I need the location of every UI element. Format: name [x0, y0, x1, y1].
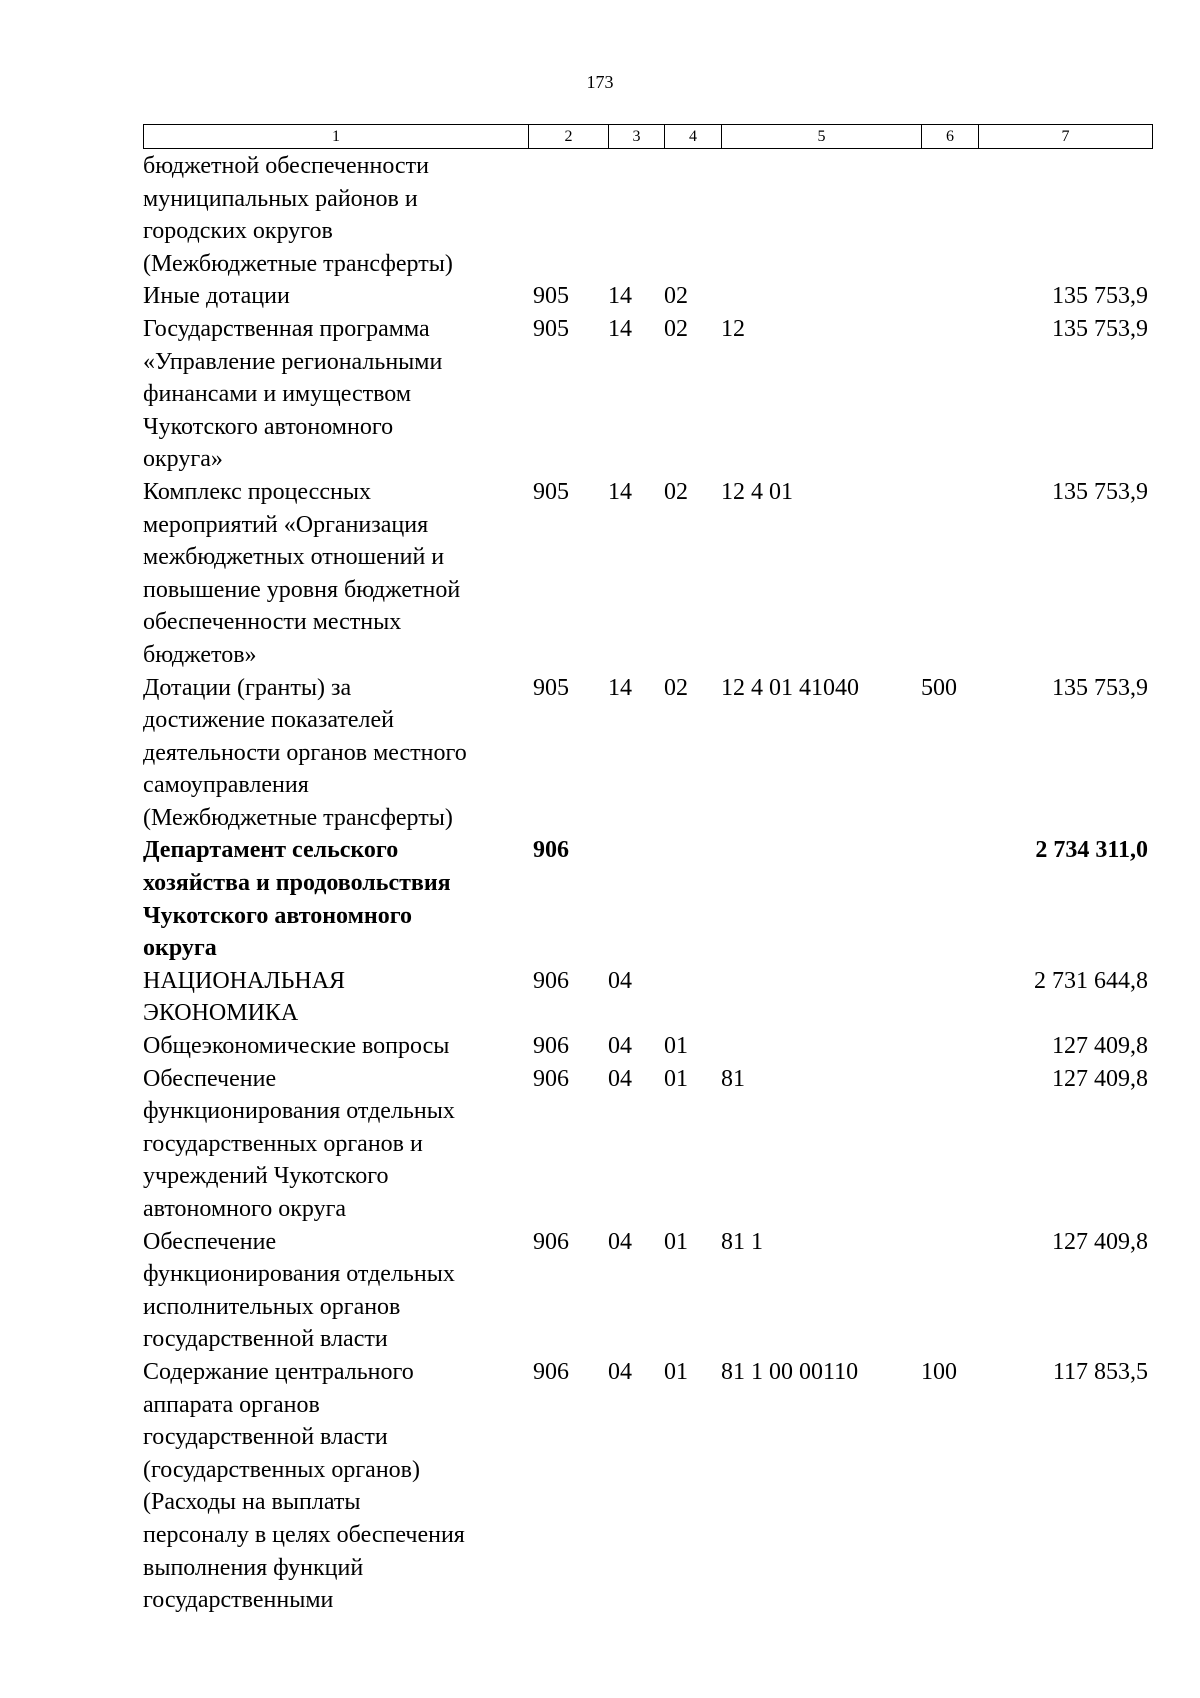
- row-ministry-code: 905: [533, 478, 569, 505]
- row-target-code: 12 4 01 41040: [721, 674, 859, 701]
- column-header-2: 2: [529, 125, 609, 149]
- column-header-table: [143, 124, 1153, 149]
- row-expense-type: [921, 834, 978, 964]
- row-subsection-code: 02: [664, 674, 688, 701]
- row-name: Содержание центрального аппарата органов государственной власти (государственных органов) (Расходы на выплаты персоналу в целях обеспечения выполнения функций государственными: [143, 1358, 465, 1614]
- row-section-code: 04: [608, 1358, 632, 1385]
- table-row: [143, 672, 1153, 835]
- row-name: Обеспечение функционирования отдельных государственных органов и учреждений Чукотского автономного округа: [143, 1065, 455, 1222]
- row-name: Комплекс процессных мероприятий «Организация межбюджетных отношений и повышение уровня бюджетной обеспеченности местных бюджетов»: [143, 478, 461, 668]
- column-header-3: 3: [609, 125, 665, 149]
- row-target-code: 12 4 01: [721, 478, 793, 505]
- row-ministry-code: 906: [533, 1228, 569, 1255]
- row-amount: 135 753,9: [1052, 674, 1148, 701]
- row-amount: 2 734 311,0: [1035, 837, 1148, 864]
- row-expense-type: [921, 150, 978, 280]
- row-ministry-code: [528, 150, 608, 280]
- row-ministry-code: 906: [533, 1358, 569, 1385]
- row-target-code: 81 1: [721, 1228, 763, 1255]
- row-ministry-code: 905: [533, 674, 569, 701]
- row-expense-type: [921, 280, 978, 313]
- row-expense-type: [921, 965, 978, 1030]
- row-amount: 135 753,9: [1052, 283, 1148, 310]
- row-name: НАЦИОНАЛЬНАЯ ЭКОНОМИКА: [143, 967, 346, 1027]
- row-section-code: [608, 834, 664, 964]
- row-subsection-code: 01: [664, 1065, 688, 1092]
- row-amount: 117 853,5: [1052, 1358, 1148, 1385]
- table-row: [143, 313, 1153, 476]
- row-target-code: 12: [721, 315, 745, 342]
- row-subsection-code: [664, 834, 721, 964]
- column-header-row: [144, 125, 1153, 149]
- page-number: 173: [586, 72, 614, 92]
- column-header-7: 7: [979, 125, 1153, 149]
- row-name: Общеэкономические вопросы: [143, 1033, 450, 1060]
- row-subsection-code: 01: [664, 1228, 688, 1255]
- row-name: Иные дотации: [143, 283, 290, 310]
- row-target-code: [721, 1030, 921, 1063]
- row-section-code: 14: [608, 283, 632, 310]
- row-subsection-code: 01: [664, 1033, 688, 1060]
- row-section-code: 14: [608, 674, 632, 701]
- row-ministry-code: 906: [533, 967, 569, 994]
- table-row: [143, 1063, 1153, 1226]
- row-expense-type: [921, 313, 978, 476]
- column-header-1: 1: [144, 125, 529, 149]
- row-target-code: [721, 965, 921, 1030]
- table-row-department: [143, 834, 1153, 964]
- column-header-6: 6: [922, 125, 979, 149]
- row-target-code: [721, 834, 921, 964]
- row-target-code: [721, 150, 921, 280]
- row-subsection-code: 02: [664, 478, 688, 505]
- row-amount: 135 753,9: [1052, 315, 1148, 342]
- row-amount: 135 753,9: [1052, 478, 1148, 505]
- table-row: [143, 476, 1153, 672]
- row-section-code: 04: [608, 967, 632, 994]
- table-row: [143, 1030, 1153, 1063]
- row-name: Обеспечение функционирования отдельных исполнительных органов государственной власти: [143, 1228, 455, 1353]
- row-amount: [978, 150, 1153, 280]
- row-expense-type: 100: [921, 1358, 957, 1385]
- row-ministry-code: 906: [533, 1033, 569, 1060]
- table-row: [143, 1226, 1153, 1356]
- row-amount: 127 409,8: [1052, 1033, 1148, 1060]
- row-expense-type: [921, 1226, 978, 1356]
- budget-table-body: [143, 150, 1153, 1617]
- row-ministry-code: 906: [533, 837, 569, 864]
- table-row: [143, 1356, 1153, 1617]
- row-expense-type: [921, 1030, 978, 1063]
- row-section-code: 14: [608, 315, 632, 342]
- row-name: Государственная программа «Управление региональными финансами и имуществом Чукотского автономного округа»: [143, 315, 443, 473]
- row-ministry-code: 905: [533, 315, 569, 342]
- table-row: [143, 965, 1153, 1030]
- row-name: бюджетной обеспеченности муниципальных районов и городских округов (Межбюджетные трансферты): [143, 153, 453, 277]
- row-expense-type: 500: [921, 674, 957, 701]
- row-subsection-code: 01: [664, 1358, 688, 1385]
- row-section-code: 04: [608, 1228, 632, 1255]
- row-subsection-code: [664, 965, 721, 1030]
- row-name: Дотации (гранты) за достижение показателей деятельности органов местного самоуправления (Межбюджетные трансферты): [143, 674, 467, 831]
- table-row: [143, 150, 1153, 280]
- row-target-code: 81: [721, 1065, 745, 1092]
- row-section-code: [608, 150, 664, 280]
- row-section-code: 04: [608, 1065, 632, 1092]
- row-subsection-code: [664, 150, 721, 280]
- row-section-code: 04: [608, 1033, 632, 1060]
- row-subsection-code: 02: [664, 315, 688, 342]
- row-ministry-code: 905: [533, 283, 569, 310]
- row-amount: 127 409,8: [1052, 1228, 1148, 1255]
- row-amount: 2 731 644,8: [1034, 967, 1148, 994]
- table-row: [143, 280, 1153, 313]
- row-amount: 127 409,8: [1052, 1065, 1148, 1092]
- row-subsection-code: 02: [664, 283, 688, 310]
- row-name: Департамент сельского хозяйства и продовольствия Чукотского автономного округа: [143, 837, 451, 962]
- row-ministry-code: 906: [533, 1065, 569, 1092]
- row-expense-type: [921, 476, 978, 672]
- row-section-code: 14: [608, 478, 632, 505]
- column-header-4: 4: [665, 125, 722, 149]
- row-expense-type: [921, 1063, 978, 1226]
- row-target-code: [721, 280, 921, 313]
- row-target-code: 81 1 00 00110: [721, 1358, 859, 1385]
- column-header-5: 5: [722, 125, 922, 149]
